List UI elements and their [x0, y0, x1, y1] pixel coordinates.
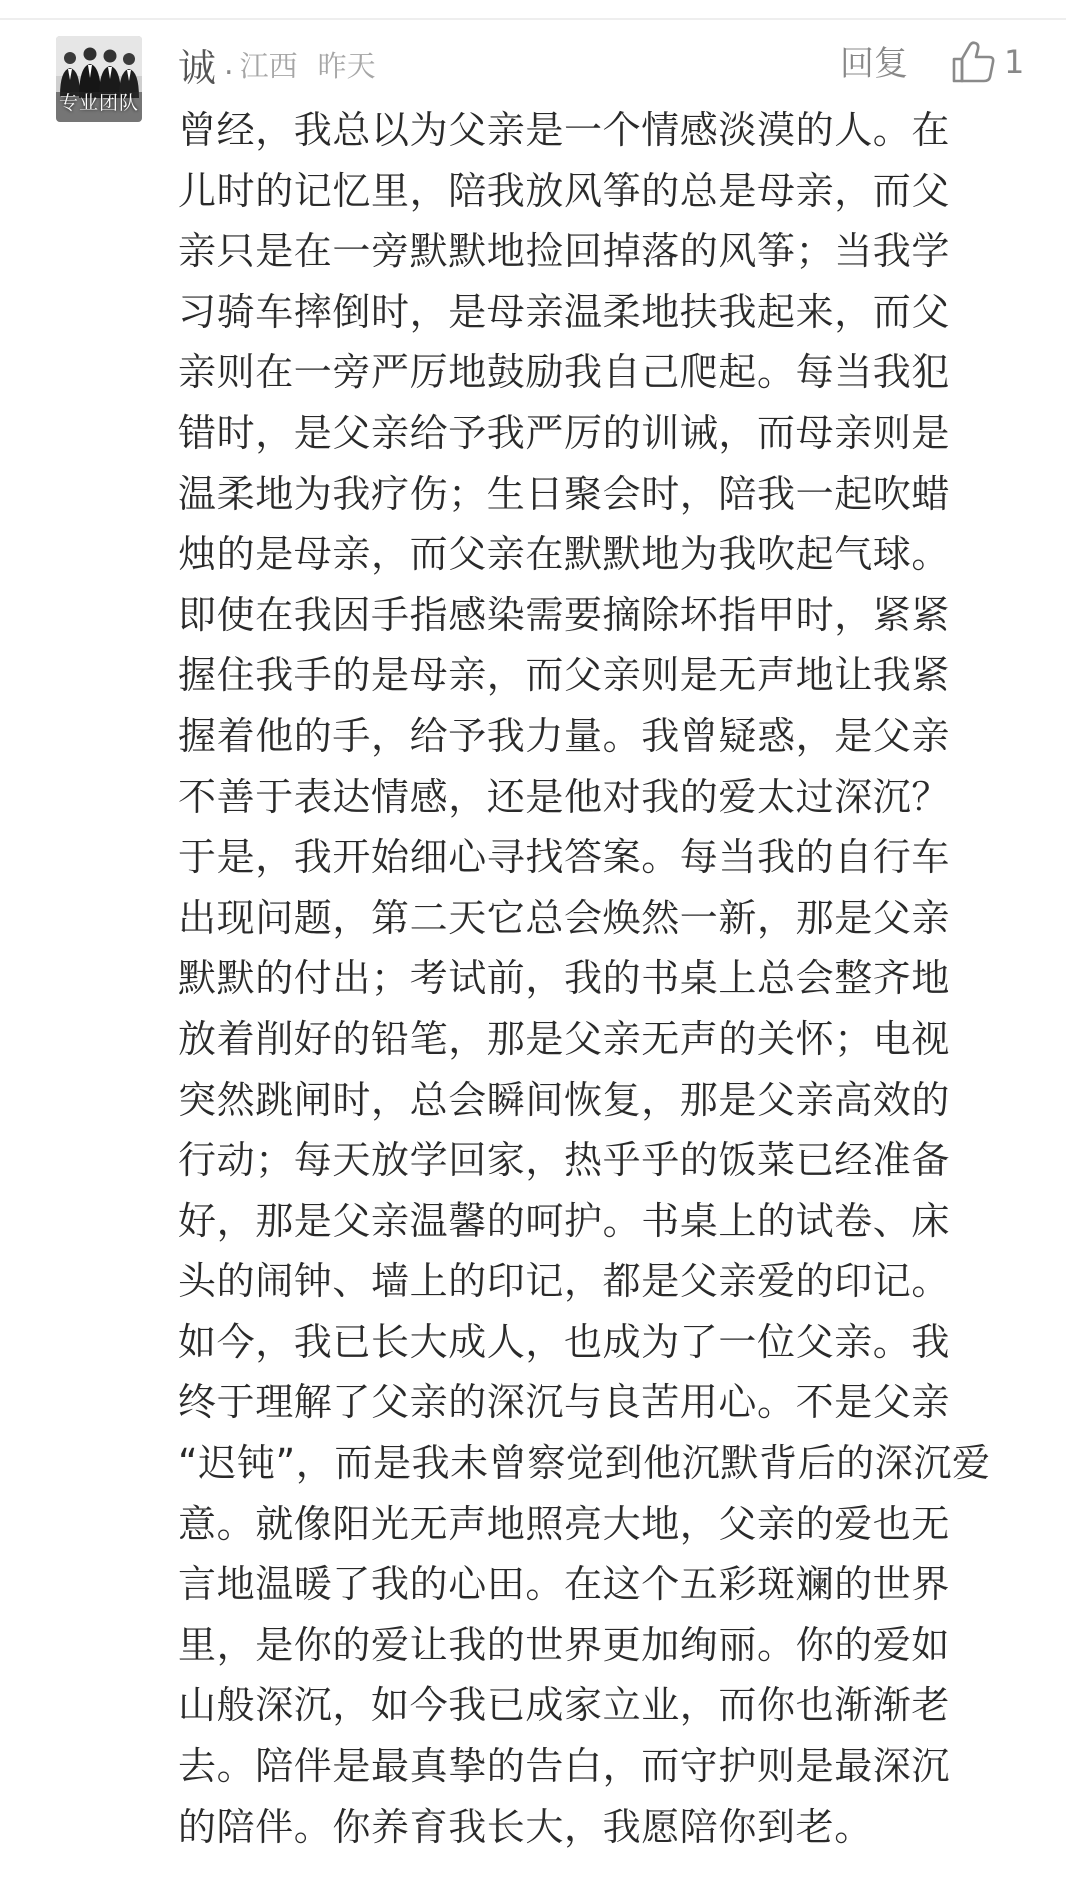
- username[interactable]: 诚: [178, 45, 217, 90]
- avatar[interactable]: [56, 36, 142, 122]
- comment-meta: [178, 38, 376, 90]
- separator-dot: .: [224, 46, 234, 82]
- avatar-caption: 专业团队: [58, 92, 139, 114]
- like-count: 1: [1004, 43, 1025, 81]
- comment-content: 曾经，我总以为父亲是一个情感淡漠的人。在 儿时的记忆里，陪我放风筝的总是母亲，而父 亲只是在一旁默默地捡回掉落的风筝；当我学 习骑车摔倒时，是母亲温柔地扶我起来，而父 亲则在一旁严厉地鼓励我自己爬起。每当我犯 错时，是父亲给予我严厉的训诫，而母亲则是 温柔地为我疗伤；生日聚会时，陪我一起吹蜡 烛的是母亲，而父亲在默默地为我吹起气球。 即使在我因手指感染需要摘除坏指甲时，紧紧 握住我手的是母亲，而父亲则是无声地让我紧 握着他的手，给予我力量。我曾疑惑，是父亲 不善于表达情感，还是他对我的爱太过深沉？ 于是，我开始细心寻找答案。每当我的自行车 出现问题，第二天它总会焕然一新，那是父亲 默默的付出；考试前，我的书桌上总会整齐地 放着削好的铅笔，那是父亲无声的关怀；电视 突然跳闸时，总会瞬间恢复，那是父亲高效的 行动；每天放学回家，热乎乎的饭菜已经准备 好，那是父亲温馨的呵护。书桌上的试卷、床 头的闹钟、墙上的印记，都是父亲爱的印记。 如今，我已长大成人，也成为了一位父亲。我 终于理解了父亲的深沉与良苦用心。不是父亲 “迟钝”，而是我未曾察觉到他沉默背后的深沉爱 意。就像阳光无声地照亮大地，父亲的爱也无 言地温暖了我的心田。在这个五彩斑斓的世界 里，是你的爱让我的世界更加绚丽。你的爱如 山般深沉，如今我已成家立业，而你也渐渐老 去。陪伴是最真挚的告白，而守护则是最深沉 的陪伴。你养育我长大，我愿陪你到老。: [178, 108, 991, 1849]
- timestamp: 昨天: [317, 48, 376, 83]
- thumbs-up-icon: [950, 39, 996, 85]
- like-button[interactable]: [950, 34, 1024, 90]
- reply-button[interactable]: 回复: [840, 44, 908, 84]
- location-label: 江西: [239, 48, 298, 83]
